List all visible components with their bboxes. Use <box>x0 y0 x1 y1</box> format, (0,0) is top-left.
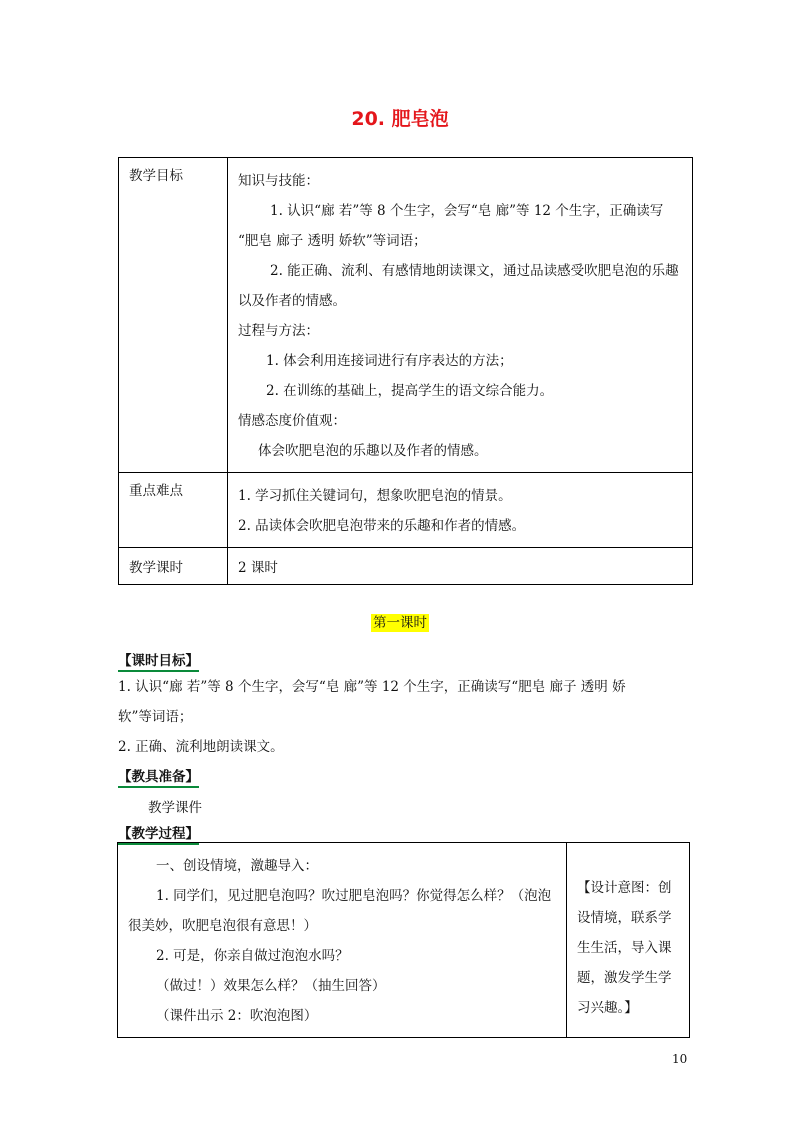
knowledge-item-2-line-2: 以及作者的情感。 <box>238 293 346 309</box>
design-note-line: 【设计意图：创 <box>577 880 672 896</box>
key-points-content <box>228 473 693 548</box>
goals-content <box>228 158 693 473</box>
goals-label: 教学目标 <box>119 158 228 473</box>
lesson-goals-heading: 【课时目标】 <box>118 649 199 672</box>
emotion-heading: 情感态度价值观： <box>238 413 346 429</box>
key-points-label: 重点难点 <box>119 473 228 548</box>
lesson-goal-line-1: 1. 认识“廊 若”等 8 个生字，会写“皂 廊”等 12 个生字，正确读写“肥皂 廊子 透明 娇 <box>118 679 626 695</box>
lesson-goal-line-2: 软”等词语； <box>118 709 193 725</box>
objectives-table <box>118 157 693 585</box>
key-point-item: 2. 品读体会吹肥皂泡带来的乐趣和作者的情感。 <box>238 518 526 534</box>
knowledge-item-1-line-2: “肥皂 廊子 透明 娇软”等词语； <box>238 233 427 249</box>
knowledge-item-2-line-1: 2. 能正确、流利、有感情地朗读课文，通过品读感受吹肥皂泡的乐趣 <box>270 263 679 279</box>
materials-text: 教学课件 <box>148 800 202 816</box>
process-line: 2. 可是，你亲自做过泡泡水吗？ <box>156 948 349 964</box>
design-note-line: 题，激发学生学 <box>577 970 672 986</box>
hours-label: 教学课时 <box>119 548 228 585</box>
key-point-item: 1. 学习抓住关键词句，想象吹肥皂泡的情景。 <box>238 488 512 504</box>
process-line: （课件出示 2：吹泡泡图） <box>156 1008 318 1024</box>
process-main <box>118 843 567 1038</box>
emotion-item: 体会吹肥皂泡的乐趣以及作者的情感。 <box>258 443 488 459</box>
hours-value: 2 课时 <box>228 548 693 585</box>
lesson-goal-line-3: 2. 正确、流利地朗读课文。 <box>118 739 284 755</box>
page-number: 10 <box>672 1052 688 1066</box>
lesson-heading <box>0 611 800 631</box>
process-heading: 【教学过程】 <box>118 822 199 845</box>
process-heading: 过程与方法： <box>238 323 319 339</box>
goals-row <box>119 158 693 473</box>
process-line: 1. 同学们，见过肥皂泡吗？吹过肥皂泡吗？你觉得怎么样？（泡泡 <box>156 888 552 904</box>
lesson-goals-content <box>118 672 688 762</box>
process-line: 很美妙，吹肥皂泡很有意思！） <box>128 918 317 934</box>
design-note-line: 习兴趣。】 <box>577 1000 638 1016</box>
process-row <box>118 843 690 1038</box>
document-title: 20. 肥皂泡 <box>351 108 449 130</box>
design-note <box>567 843 690 1038</box>
design-note-line: 设情境，联系学 <box>577 910 672 926</box>
lesson-heading-text: 第一课时 <box>373 615 427 631</box>
process-table <box>117 842 690 1038</box>
hours-row <box>119 548 693 585</box>
process-line: 一、创设情境，激趣导入： <box>156 858 318 874</box>
knowledge-item-1-line-1: 1. 认识“廊 若”等 8 个生字，会写“皂 廊”等 12 个生字，正确读写 <box>270 203 664 219</box>
process-line: （做过！）效果怎么样？（抽生回答） <box>156 978 386 994</box>
design-note-line: 生生活，导入课 <box>577 940 672 956</box>
process-item-1: 1. 体会利用连接词进行有序表达的方法； <box>266 353 513 369</box>
process-item-2: 2. 在训练的基础上，提高学生的语文综合能力。 <box>266 383 554 399</box>
knowledge-heading: 知识与技能： <box>238 173 319 189</box>
materials-heading: 【教具准备】 <box>118 765 199 788</box>
key-points-row <box>119 473 693 548</box>
